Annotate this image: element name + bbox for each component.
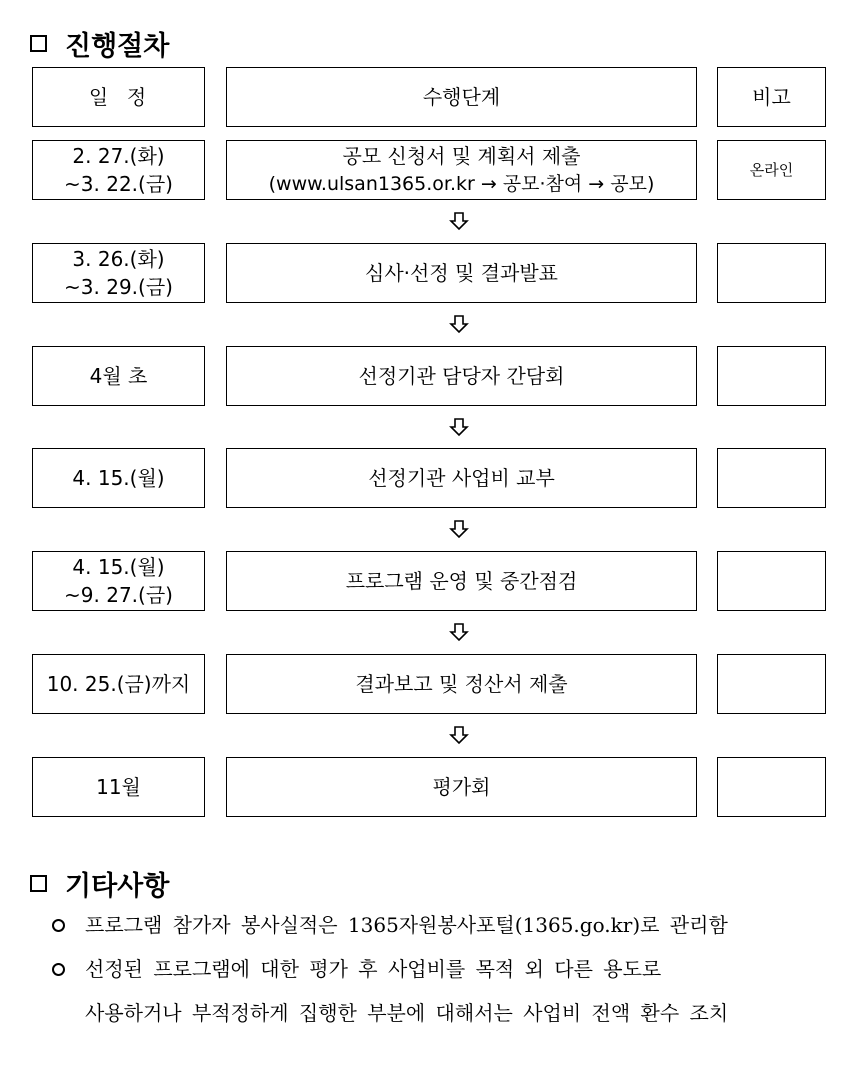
section-title-misc — [30, 864, 169, 903]
circle-bullet-icon — [52, 963, 65, 976]
row-1-note-text: 온라인 — [749, 161, 794, 179]
header-step — [226, 67, 697, 127]
row-5-note — [717, 551, 826, 611]
row-4-date — [32, 448, 205, 508]
row-4-note — [717, 448, 826, 508]
row-5-step — [226, 551, 697, 611]
row-1-step — [226, 140, 697, 200]
row-2-date-line1: 3. 26.(화) — [72, 247, 165, 271]
note-item-2-line2: 사용하거나 부적정하게 집행한 부분에 대해서는 사업비 전액 환수 조치 — [85, 1001, 729, 1025]
header-step-label: 수행단계 — [422, 85, 501, 109]
row-7-date-line1: 11월 — [96, 775, 141, 799]
note-item-2 — [52, 947, 728, 1035]
section-title-text: 기타사항 — [65, 871, 170, 902]
note-item-1 — [52, 903, 728, 947]
row-2-date — [32, 243, 205, 303]
checkbox-square-icon — [30, 35, 47, 52]
row-2-step — [226, 243, 697, 303]
row-3-note — [717, 346, 826, 406]
header-note — [717, 67, 826, 127]
row-6-date-line1: 10. 25.(금)까지 — [46, 672, 191, 696]
note-item-1-text: 프로그램 참가자 봉사실적은 1365자원봉사포털(1365.go.kr)로 관리함 — [85, 913, 728, 937]
down-arrow-icon — [449, 519, 469, 539]
row-5-date-line2: ~9. 27.(금) — [64, 583, 173, 607]
row-7-date — [32, 757, 205, 817]
row-3-date — [32, 346, 205, 406]
row-4-step — [226, 448, 697, 508]
down-arrow-icon — [449, 417, 469, 437]
row-1-note — [717, 140, 826, 200]
down-arrow-icon — [449, 622, 469, 642]
row-6-step — [226, 654, 697, 714]
row-1-date-line2: ~3. 22.(금) — [64, 172, 173, 196]
row-6-step-text: 결과보고 및 정산서 제출 — [355, 672, 568, 696]
row-5-date — [32, 551, 205, 611]
circle-bullet-icon — [52, 919, 65, 932]
row-2-note — [717, 243, 826, 303]
section-title-process — [30, 24, 169, 63]
row-1-date-line1: 2. 27.(화) — [72, 144, 165, 168]
down-arrow-icon — [449, 725, 469, 745]
header-schedule — [32, 67, 205, 127]
row-3-date-line1: 4월 초 — [89, 364, 148, 388]
checkbox-square-icon — [30, 875, 47, 892]
header-note-label: 비고 — [752, 85, 791, 109]
row-2-date-line2: ~3. 29.(금) — [64, 275, 173, 299]
row-5-date-line1: 4. 15.(월) — [72, 555, 165, 579]
row-1-step-line1: 공모 신청서 및 계획서 제출 — [342, 144, 581, 168]
row-1-step-line2: (www.ulsan1365.or.kr → 공모·참여 → 공모) — [268, 173, 655, 195]
row-6-date — [32, 654, 205, 714]
section-title-text: 진행절차 — [65, 31, 170, 62]
down-arrow-icon — [449, 314, 469, 334]
row-3-step-text: 선정기관 담당자 간담회 — [358, 364, 565, 388]
header-schedule-label: 일 정 — [88, 85, 149, 109]
row-6-note — [717, 654, 826, 714]
row-7-step — [226, 757, 697, 817]
row-1-date — [32, 140, 205, 200]
row-4-step-text: 선정기관 사업비 교부 — [368, 466, 555, 490]
row-7-step-text: 평가회 — [432, 775, 491, 799]
down-arrow-icon — [449, 211, 469, 231]
row-5-step-text: 프로그램 운영 및 중간점검 — [345, 569, 578, 593]
row-3-step — [226, 346, 697, 406]
row-7-note — [717, 757, 826, 817]
row-2-step-text: 심사·선정 및 결과발표 — [365, 261, 558, 285]
note-item-2-line1: 선정된 프로그램에 대한 평가 후 사업비를 목적 외 다른 용도로 — [85, 957, 662, 981]
row-4-date-line1: 4. 15.(월) — [72, 466, 165, 490]
